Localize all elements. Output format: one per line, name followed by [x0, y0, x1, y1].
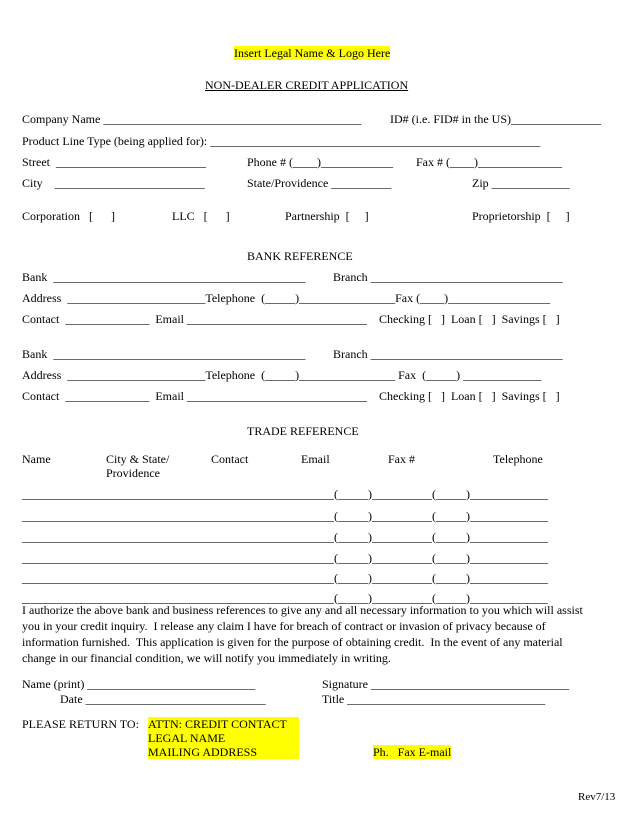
- name-print-field[interactable]: Name (print) ____________________________: [22, 677, 256, 691]
- trade-col-city-state: City & State/ Providence: [106, 452, 170, 480]
- trade-row[interactable]: ____________________________________________________(_____)__________(_____)_____________: [22, 509, 548, 523]
- trade-col-name: Name: [22, 452, 51, 466]
- legal-name-placeholder: Insert Legal Name & Logo Here: [234, 46, 391, 60]
- mailing-address-highlight: MAILING ADDRESS: [148, 745, 299, 759]
- trade-row[interactable]: ____________________________________________________(_____)__________(_____)_____________: [22, 487, 548, 501]
- proprietorship-checkbox[interactable]: Proprietorship [ ]: [472, 209, 570, 223]
- bank1-field[interactable]: Bank __________________________________________: [22, 270, 306, 284]
- id-field[interactable]: ID# (i.e. FID# in the US)_______________: [390, 112, 601, 126]
- form-title: NON-DEALER CREDIT APPLICATION: [205, 78, 409, 92]
- bank2-contact-line[interactable]: Contact ______________ Email ______________________________ Checking [ ] Loan [ ] Savings [ ]: [22, 389, 560, 403]
- trade-reference-heading: TRADE REFERENCE: [247, 424, 359, 438]
- trade-row[interactable]: ____________________________________________________(_____)__________(_____)_____________: [22, 530, 548, 544]
- trade-col-email: Email: [301, 452, 330, 466]
- attn-credit-contact: ATTN: CREDIT CONTACT: [148, 717, 299, 731]
- fax-field[interactable]: Fax # (____)______________: [416, 155, 562, 169]
- bank1-address-line[interactable]: Address _______________________Telephone (_____)________________Fax (____)_________________: [22, 291, 551, 305]
- authorization-line: you in your credit inquiry. I release any claim I have for breach of contract or invasion of privacy because of: [22, 619, 546, 633]
- bank2-field[interactable]: Bank __________________________________________: [22, 347, 306, 361]
- trade-row[interactable]: ____________________________________________________(_____)__________(_____)_____________: [22, 591, 548, 605]
- authorization-line: I authorize the above bank and business references to give any and all necessary information to you which will assist: [22, 603, 583, 617]
- trade-row[interactable]: ____________________________________________________(_____)__________(_____)_____________: [22, 551, 548, 565]
- return-to-label: PLEASE RETURN TO:: [22, 717, 142, 731]
- phone-field[interactable]: Phone # (____)____________: [247, 155, 393, 169]
- phone-fax-email-highlight: Ph. Fax E-mail: [373, 745, 452, 759]
- zip-field[interactable]: Zip _____________: [472, 176, 570, 190]
- product-line-field[interactable]: Product Line Type (being applied for): _______________________________________________________: [22, 134, 541, 148]
- trade-col-fax: Fax #: [388, 452, 415, 466]
- trade-col-contact: Contact: [211, 452, 249, 466]
- title-field[interactable]: Title _________________________________: [322, 692, 546, 706]
- legal-name-highlight: LEGAL NAME: [148, 731, 299, 745]
- signature-field[interactable]: Signature _________________________________: [322, 677, 569, 691]
- bank1-contact-line[interactable]: Contact ______________ Email ______________________________ Checking [ ] Loan [ ] Savings [ ]: [22, 312, 560, 326]
- street-field[interactable]: Street _________________________: [22, 155, 206, 169]
- partnership-checkbox[interactable]: Partnership [ ]: [285, 209, 369, 223]
- state-field[interactable]: State/Providence __________: [247, 176, 392, 190]
- bank2-branch-field[interactable]: Branch ________________________________: [333, 347, 563, 361]
- bank-reference-heading: BANK REFERENCE: [247, 249, 353, 263]
- trade-col-telephone: Telephone: [493, 452, 543, 466]
- date-field[interactable]: Date ______________________________: [60, 692, 266, 706]
- bank2-address-line[interactable]: Address _______________________Telephone (_____)________________ Fax (_____) _____________: [22, 368, 542, 382]
- company-name-field[interactable]: Company Name ___________________________________________: [22, 112, 362, 126]
- city-field[interactable]: City _________________________: [22, 176, 205, 190]
- revision-label: Rev7/13: [578, 791, 616, 803]
- authorization-line: change in our financial condition, we will notify you immediately in writing.: [22, 651, 391, 665]
- trade-row[interactable]: ____________________________________________________(_____)__________(_____)_____________: [22, 571, 548, 585]
- authorization-line: information furnished. This application is given for the purpose of obtaining credit. In the event of any material: [22, 635, 563, 649]
- bank1-branch-field[interactable]: Branch ________________________________: [333, 270, 563, 284]
- llc-checkbox[interactable]: LLC [ ]: [172, 209, 230, 223]
- corporation-checkbox[interactable]: Corporation [ ]: [22, 209, 115, 223]
